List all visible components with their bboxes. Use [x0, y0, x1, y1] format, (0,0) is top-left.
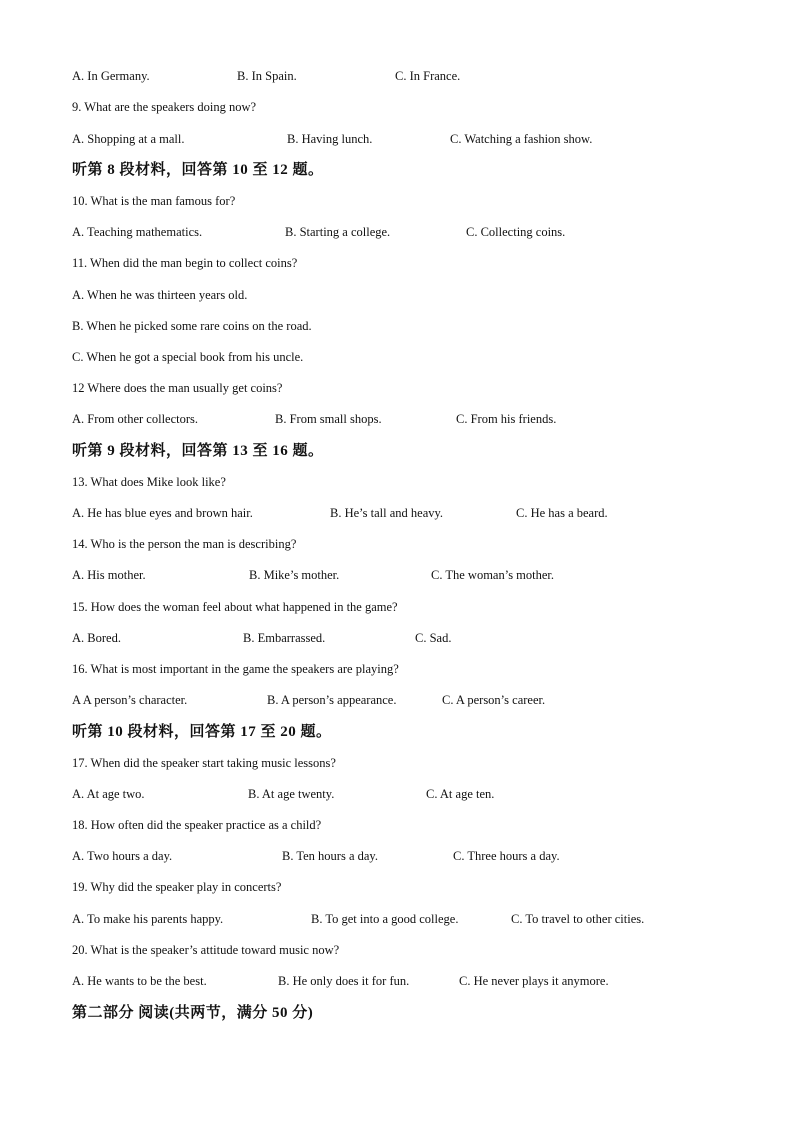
option-b: B. To get into a good college. [311, 912, 459, 926]
option-a: A. To make his parents happy. [72, 912, 224, 926]
option-b: B. Embarrassed. [243, 631, 326, 645]
question-10: 10. What is the man famous for? [72, 194, 236, 208]
option-b: B. He only does it for fun. [278, 974, 410, 988]
option-b: B. From small shops. [275, 412, 382, 426]
section-heading-10: 听第 10 段材料，回答第 17 至 20 题。 [72, 724, 332, 740]
section-heading-8: 听第 8 段材料，回答第 10 至 12 题。 [72, 162, 324, 178]
option-b: B. Mike’s mother. [249, 568, 340, 582]
q11-option-b: B. When he picked some rare coins on the road. [72, 319, 312, 333]
option-b: B. At age twenty. [248, 787, 335, 801]
option-b: B. In Spain. [237, 69, 297, 83]
option-a: A. He wants to be the best. [72, 974, 207, 988]
option-b: B. Ten hours a day. [282, 849, 378, 863]
option-a: A. His mother. [72, 568, 146, 582]
question-12: 12 Where does the man usually get coins? [72, 381, 283, 395]
question-9: 9. What are the speakers doing now? [72, 100, 257, 114]
option-c: C. A person’s career. [442, 693, 546, 707]
option-c: C. Sad. [415, 631, 452, 645]
option-a: A. At age two. [72, 787, 145, 801]
option-c: C. In France. [395, 69, 461, 83]
option-c: C. Collecting coins. [466, 225, 566, 239]
option-a: A. Two hours a day. [72, 849, 173, 863]
option-a: A. Bored. [72, 631, 121, 645]
question-13: 13. What does Mike look like? [72, 475, 226, 489]
option-a: A. From other collectors. [72, 412, 199, 426]
q11-option-a: A. When he was thirteen years old. [72, 288, 248, 302]
question-18: 18. How often did the speaker practice as a child? [72, 818, 322, 832]
question-17: 17. When did the speaker start taking music lessons? [72, 756, 336, 770]
option-b: B. He’s tall and heavy. [330, 506, 444, 520]
option-c: C. He never plays it anymore. [459, 974, 609, 988]
option-b: B. Starting a college. [285, 225, 391, 239]
part-two-heading: 第二部分 阅读(共两节，满分 50 分) [72, 1005, 314, 1021]
q11-option-c: C. When he got a special book from his uncle. [72, 350, 304, 364]
question-20: 20. What is the speaker’s attitude toward music now? [72, 943, 340, 957]
option-c: C. From his friends. [456, 412, 557, 426]
question-19: 19. Why did the speaker play in concerts? [72, 880, 282, 894]
option-a: A A person’s character. [72, 693, 188, 707]
question-16: 16. What is most important in the game the speakers are playing? [72, 662, 399, 676]
option-b: B. Having lunch. [287, 132, 373, 146]
option-a: A. In Germany. [72, 69, 150, 83]
option-c: C. To travel to other cities. [511, 912, 645, 926]
option-a: A. Teaching mathematics. [72, 225, 203, 239]
question-11: 11. When did the man begin to collect coins? [72, 256, 298, 270]
option-c: C. At age ten. [426, 787, 495, 801]
option-c: C. Three hours a day. [453, 849, 560, 863]
option-c: C. Watching a fashion show. [450, 132, 593, 146]
option-c: C. He has a beard. [516, 506, 608, 520]
question-14: 14. Who is the person the man is describing? [72, 537, 297, 551]
option-b: B. A person’s appearance. [267, 693, 397, 707]
option-a: A. He has blue eyes and brown hair. [72, 506, 253, 520]
option-a: A. Shopping at a mall. [72, 132, 185, 146]
section-heading-9: 听第 9 段材料，回答第 13 至 16 题。 [72, 443, 324, 459]
question-15: 15. How does the woman feel about what happened in the game? [72, 600, 398, 614]
option-c: C. The woman’s mother. [431, 568, 555, 582]
